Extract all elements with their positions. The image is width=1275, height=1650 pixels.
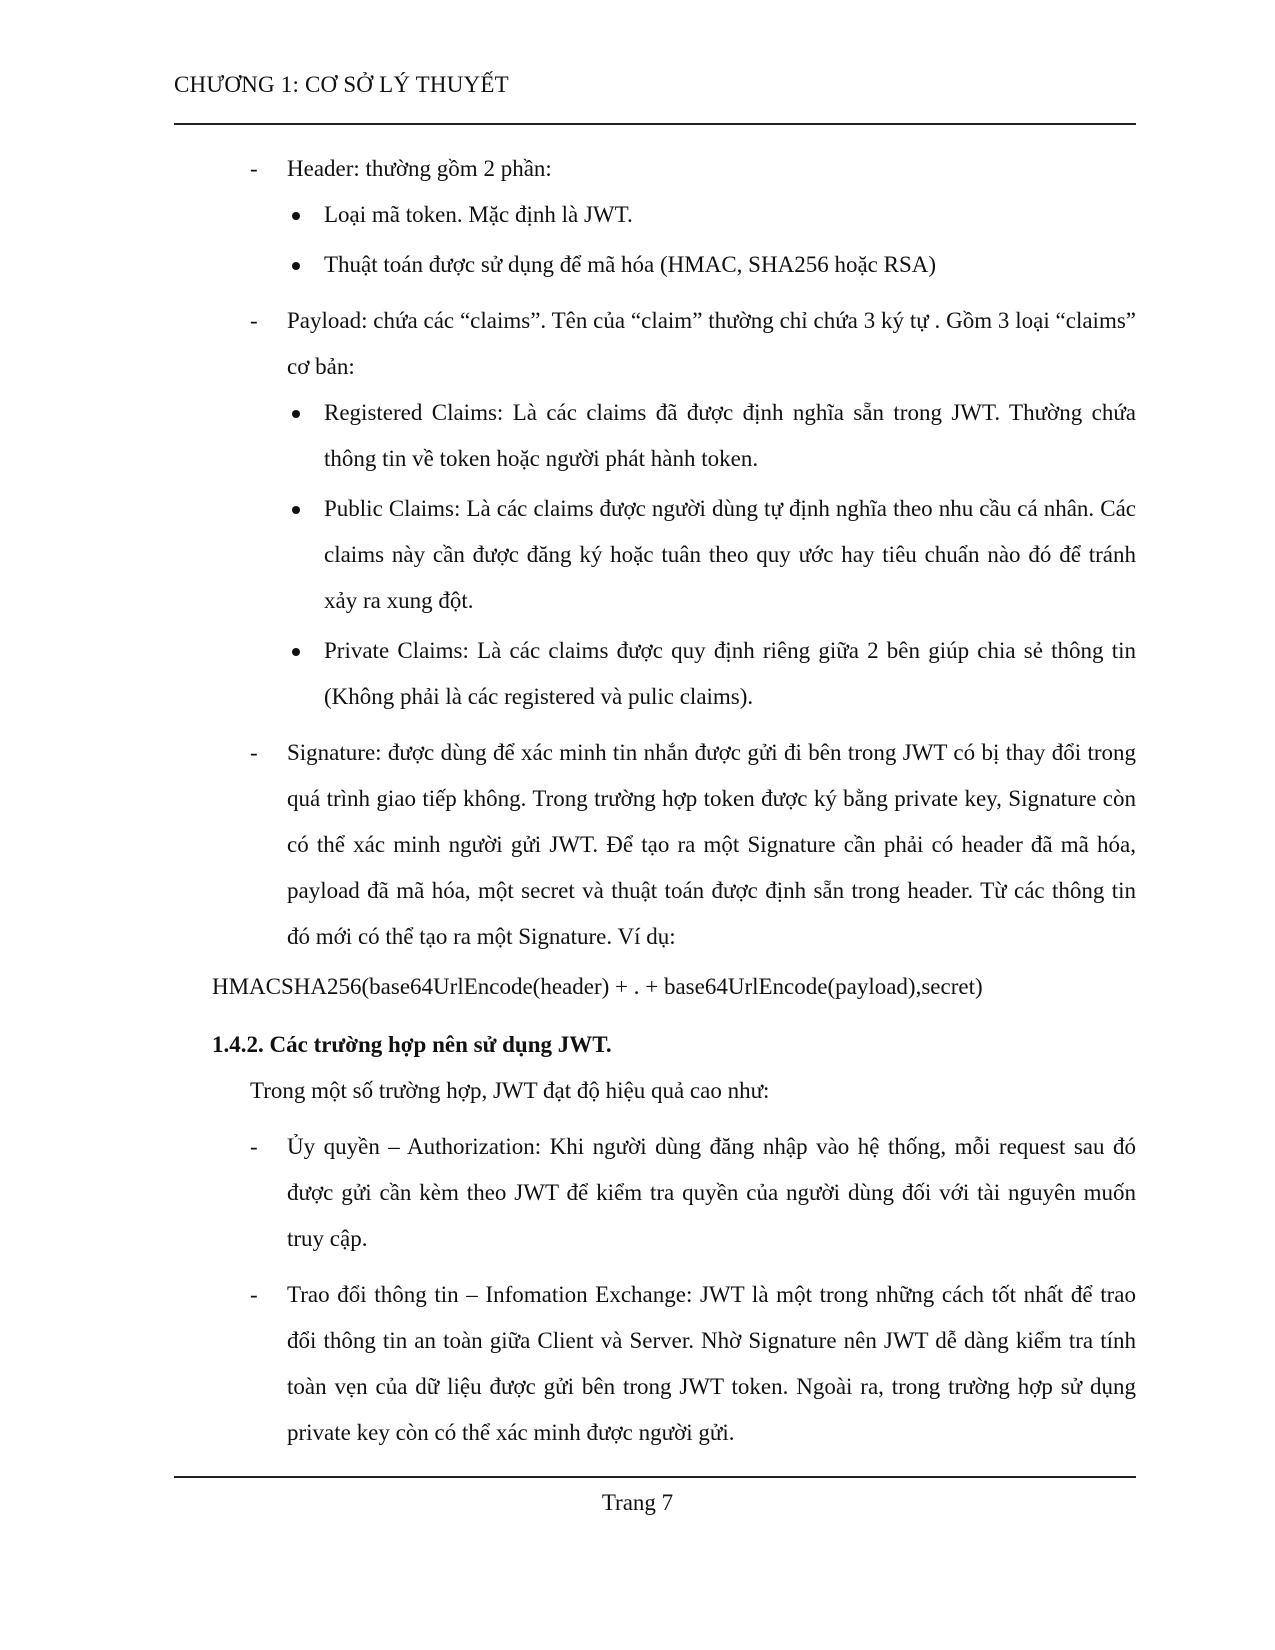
header-part-bullets	[287, 192, 1136, 288]
bullet-icon	[292, 506, 300, 514]
dash-marker: -	[250, 1282, 258, 1307]
bullet-text: Loại mã token. Mặc định là JWT.	[324, 202, 633, 227]
dash-marker: -	[250, 156, 258, 181]
section-intro: Trong một số trường hợp, JWT đạt độ hiệu quả cao như:	[250, 1078, 770, 1103]
header-rule	[174, 123, 1136, 125]
list-item	[212, 192, 1136, 238]
use-case-text: Trao đổi thông tin – Infomation Exchange: JWT là một trong những cách tốt nhất để trao đổi thông tin an toàn giữa Client và Server. Nhờ Signature nên JWT dễ dàng kiểm tra tính toàn vẹn của dữ liệu được gửi bên trong JWT token. Ngoài ra, trong trường hợp sử dụng private key còn có thể xác minh được người gửi.	[287, 1282, 1136, 1445]
bullet-icon	[292, 212, 300, 220]
bullet-text: Public Claims: Là các claims được người dùng tự định nghĩa theo nhu cầu cá nhân. Các claims này cần được đăng ký hoặc tuân theo quy ước hay tiêu chuẩn nào đó để tránh xảy ra xung đột.	[324, 496, 1136, 613]
footer-rule	[174, 1476, 1136, 1478]
use-case-item	[212, 1272, 1136, 1456]
page-body	[212, 146, 1136, 1466]
page-number: Trang 7	[601, 1490, 674, 1515]
dash-marker: -	[250, 740, 258, 765]
use-case-item	[212, 1124, 1136, 1262]
signature-formula: HMACSHA256(base64UrlEncode(header) + . + base64UrlEncode(payload),secret)	[212, 974, 983, 999]
bullet-icon	[292, 648, 300, 656]
running-header-title: CHƯƠNG 1: CƠ SỞ LÝ THUYẾT	[174, 72, 509, 97]
use-case-text: Ủy quyền – Authorization: Khi người dùng đăng nhập vào hệ thống, mỗi request sau đó được gửi cần kèm theo JWT để kiểm tra quyền của người dùng đối với tài nguyên muốn truy cập.	[287, 1134, 1136, 1251]
bullet-icon	[292, 410, 300, 418]
list-item	[212, 242, 1136, 288]
list-item	[212, 390, 1136, 482]
bullet-text: Registered Claims: Là các claims đã được định nghĩa sẵn trong JWT. Thường chứa thông tin về token hoặc người phát hành token.	[324, 400, 1136, 471]
bullet-icon	[292, 262, 300, 270]
payload-part-item	[212, 298, 1136, 720]
signature-part-text: Signature: được dùng để xác minh tin nhắn được gửi đi bên trong JWT có bị thay đổi trong quá trình giao tiếp không. Trong trường hợp token được ký bằng private key, Signature còn có thể xác minh người gửi JWT. Để tạo ra một Signature cần phải có header đã mã hóa, payload đã mã hóa, một secret và thuật toán được định sẵn trong header. Từ các thông tin đó mới có thể tạo ra một Signature. Ví dụ:	[287, 740, 1136, 949]
bullet-text: Private Claims: Là các claims được quy định riêng giữa 2 bên giúp chia sẻ thông tin (Không phải là các registered và pulic claims).	[324, 638, 1136, 709]
header-part-text: Header: thường gồm 2 phần:	[287, 156, 552, 181]
header-part-item	[212, 146, 1136, 288]
payload-part-text: Payload: chứa các “claims”. Tên của “claim” thường chỉ chứa 3 ký tự . Gồm 3 loại “claims” cơ bản:	[287, 308, 1136, 379]
list-item	[212, 486, 1136, 624]
signature-part-item	[212, 730, 1136, 960]
payload-part-bullets	[287, 390, 1136, 720]
dash-marker: -	[250, 1134, 258, 1159]
list-item	[212, 628, 1136, 720]
section-heading: 1.4.2. Các trường hợp nên sử dụng JWT.	[212, 1032, 612, 1057]
dash-marker: -	[250, 308, 258, 333]
bullet-text: Thuật toán được sử dụng để mã hóa (HMAC, SHA256 hoặc RSA)	[324, 252, 937, 277]
